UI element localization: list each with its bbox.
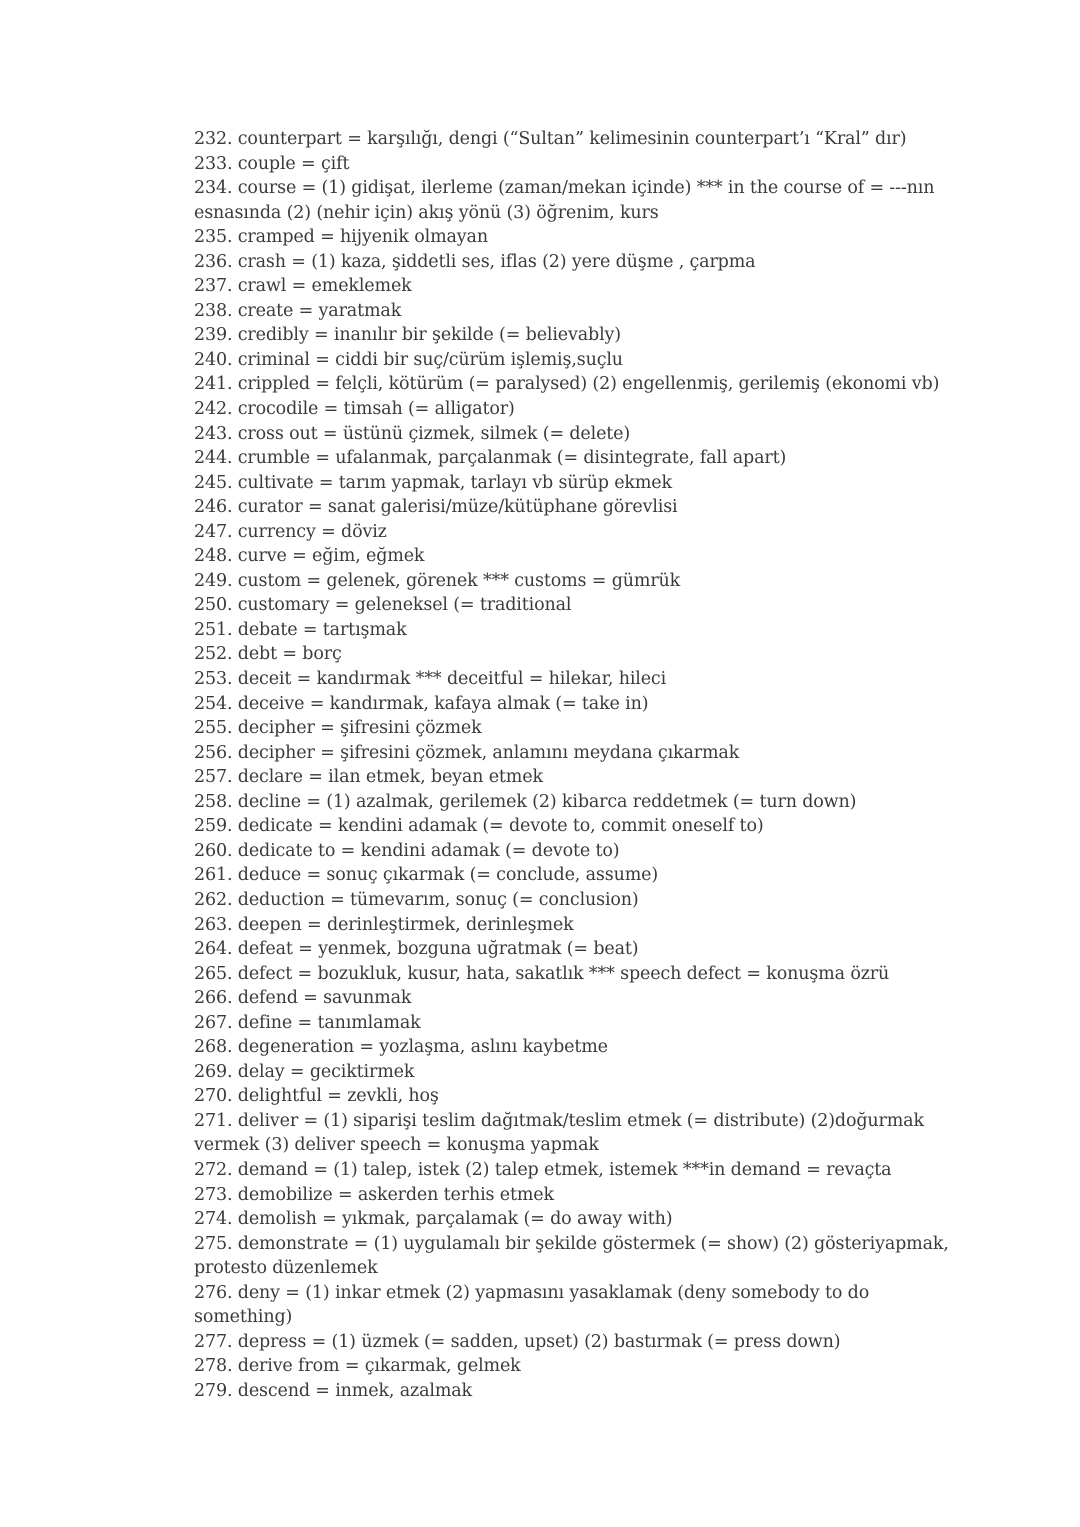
vocabulary-entry: 278. derive from = çıkarmak, gelmek [194,1356,521,1377]
vocabulary-entry: 235. cramped = hijyenik olmayan [194,227,488,248]
vocabulary-entry: 239. credibly = inanılır bir şekilde (= believably) [194,325,621,346]
vocabulary-entry: 244. crumble = ufalanmak, parçalanmak (= disintegrate, fall apart) [194,448,787,469]
vocabulary-entry: 275. demonstrate = (1) uygulamalı bir şekilde göstermek (= show) (2) gösteriyapmak, protesto düzenlemek [194,1233,949,1279]
vocabulary-list [194,127,954,1403]
vocabulary-entry: 232. counterpart = karşılığı, dengi (“Sultan” kelimesinin counterpart’ı “Kral” dır) [194,129,907,149]
vocabulary-entry: 251. debate = tartışmak [194,619,407,640]
vocabulary-entry: 273. demobilize = askerden terhis etmek [194,1184,554,1205]
vocabulary-entry: 255. decipher = şifresini çözmek [194,718,482,739]
vocabulary-entry: 253. deceit = kandırmak *** deceitful = hilekar, hileci [194,669,667,690]
vocabulary-entry: 246. curator = sanat galerisi/müze/kütüphane görevlisi [194,497,678,518]
vocabulary-entry: 234. course = (1) gidişat, ilerleme (zaman/mekan içinde) *** in the course of = ---nın esnasında (2) (nehir için) akış yönü (3) öğrenim, kurs [194,178,935,223]
vocabulary-entry: 263. deepen = derinleştirmek, derinleşmek [194,914,574,935]
vocabulary-entry: 247. currency = döviz [194,521,387,542]
vocabulary-entry: 276. deny = (1) inkar etmek (2) yapmasını yasaklamak (deny somebody to do something) [194,1282,870,1328]
vocabulary-entry: 245. cultivate = tarım yapmak, tarlayı vb sürüp ekmek [194,472,672,493]
vocabulary-entry: 259. dedicate = kendini adamak (= devote to, commit oneself to) [194,816,764,837]
vocabulary-entry: 254. deceive = kandırmak, kafaya almak (= take in) [194,693,649,714]
vocabulary-entry: 266. defend = savunmak [194,988,412,1009]
vocabulary-entry: 252. debt = borç [194,644,342,665]
vocabulary-entry: 242. crocodile = timsah (= alligator) [194,399,515,420]
vocabulary-entry: 248. curve = eğim, eğmek [194,546,425,567]
vocabulary-entry: 241. crippled = felçli, kötürüm (= paralysed) (2) engellenmiş, gerilemiş (ekonomi vb) [194,374,940,395]
vocabulary-entry: 264. defeat = yenmek, bozguna uğratmak (= beat) [194,939,639,960]
vocabulary-entry: 256. decipher = şifresini çözmek, anlamını meydana çıkarmak [194,742,740,763]
vocabulary-entry: 272. demand = (1) talep, istek (2) talep etmek, istemek ***in demand = revaçta [194,1159,892,1180]
vocabulary-entry: 250. customary = geleneksel (= traditional [194,595,572,616]
vocabulary-entry: 279. descend = inmek, azalmak [194,1380,473,1401]
vocabulary-entry: 269. delay = geciktirmek [194,1061,415,1082]
vocabulary-entry: 240. criminal = ciddi bir suç/cürüm işlemiş,suçlu [194,349,623,370]
vocabulary-entry: 270. delightful = zevkli, hoş [194,1086,439,1107]
vocabulary-entry: 277. depress = (1) üzmek (= sadden, upset) (2) bastırmak (= press down) [194,1331,841,1352]
vocabulary-entry: 249. custom = gelenek, görenek *** customs = gümrük [194,570,681,591]
vocabulary-entry: 268. degeneration = yozlaşma, aslını kaybetme [194,1037,608,1058]
vocabulary-entry: 265. defect = bozukluk, kusur, hata, sakatlık *** speech defect = konuşma özrü [194,963,890,984]
vocabulary-entry: 258. decline = (1) azalmak, gerilemek (2) kibarca reddetmek (= turn down) [194,791,857,812]
vocabulary-entry: 271. deliver = (1) siparişi teslim dağıtmak/teslim etmek (= distribute) (2)doğurmak vermek (3) deliver speech = konuşma yapmak [194,1110,924,1156]
vocabulary-entry: 233. couple = çift [194,153,350,174]
vocabulary-entry: 274. demolish = yıkmak, parçalamak (= do away with) [194,1209,673,1230]
vocabulary-entry: 236. crash = (1) kaza, şiddetli ses, iflas (2) yere düşme , çarpma [194,251,756,272]
vocabulary-entry: 260. dedicate to = kendini adamak (= devote to) [194,840,620,861]
vocabulary-entry: 261. deduce = sonuç çıkarmak (= conclude, assume) [194,865,659,886]
vocabulary-entry: 237. crawl = emeklemek [194,276,412,297]
vocabulary-entry: 243. cross out = üstünü çizmek, silmek (= delete) [194,423,631,444]
vocabulary-entry: 267. define = tanımlamak [194,1012,421,1033]
vocabulary-entry: 238. create = yaratmak [194,300,402,321]
vocabulary-entry: 257. declare = ilan etmek, beyan etmek [194,767,543,788]
vocabulary-entry: 262. deduction = tümevarım, sonuç (= conclusion) [194,889,639,910]
